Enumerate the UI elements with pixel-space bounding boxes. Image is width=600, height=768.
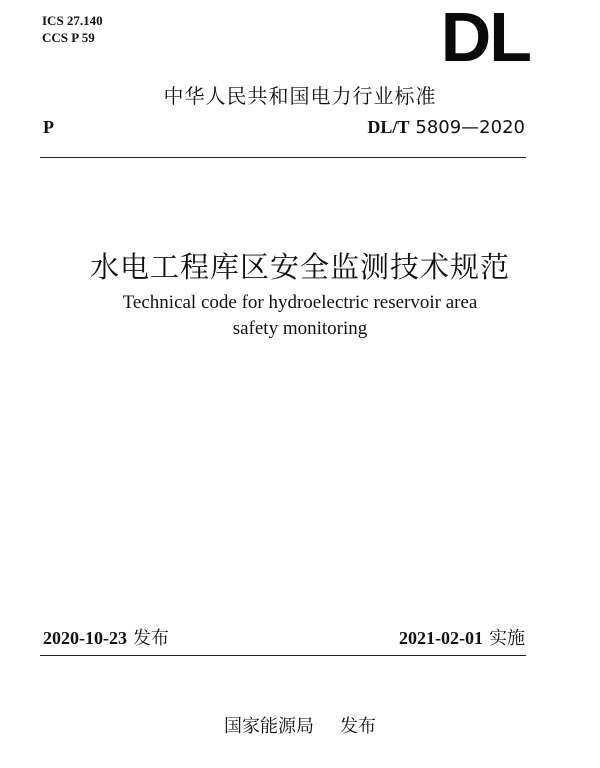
english-title	[0, 290, 600, 342]
english-title-line-2: safety monitoring	[232, 318, 368, 339]
issue-date: 2020-10-23	[43, 628, 127, 648]
publisher-name: 国家能源局	[224, 716, 314, 737]
english-title-line-1: Technical code for hydroelectric reservoir area	[122, 292, 478, 313]
classification-letter: P	[43, 117, 54, 137]
publisher-label: 发布	[340, 716, 376, 737]
standard-category-title: 中华人民共和国电力行业标准	[163, 84, 437, 108]
implementation-date: 2021-02-01	[399, 628, 483, 648]
standard-number	[367, 117, 525, 138]
publisher-block	[0, 712, 600, 738]
ics-code: ICS 27.140	[42, 13, 103, 28]
issue-label: 发布	[133, 628, 169, 649]
bottom-divider	[40, 655, 526, 656]
classification-codes	[42, 12, 103, 46]
implementation-date-block	[399, 624, 525, 650]
ccs-code: CCS P 59	[42, 30, 95, 45]
chinese-title: 水电工程库区安全监测技术规范	[89, 250, 510, 284]
standard-number-prefix: DL/T	[367, 117, 410, 137]
issue-date-block	[43, 624, 169, 650]
implementation-label: 实施	[489, 628, 525, 649]
top-divider	[40, 157, 526, 158]
standard-number-value: 5809—2020	[415, 117, 525, 138]
dl-logo: DL	[440, 0, 530, 76]
